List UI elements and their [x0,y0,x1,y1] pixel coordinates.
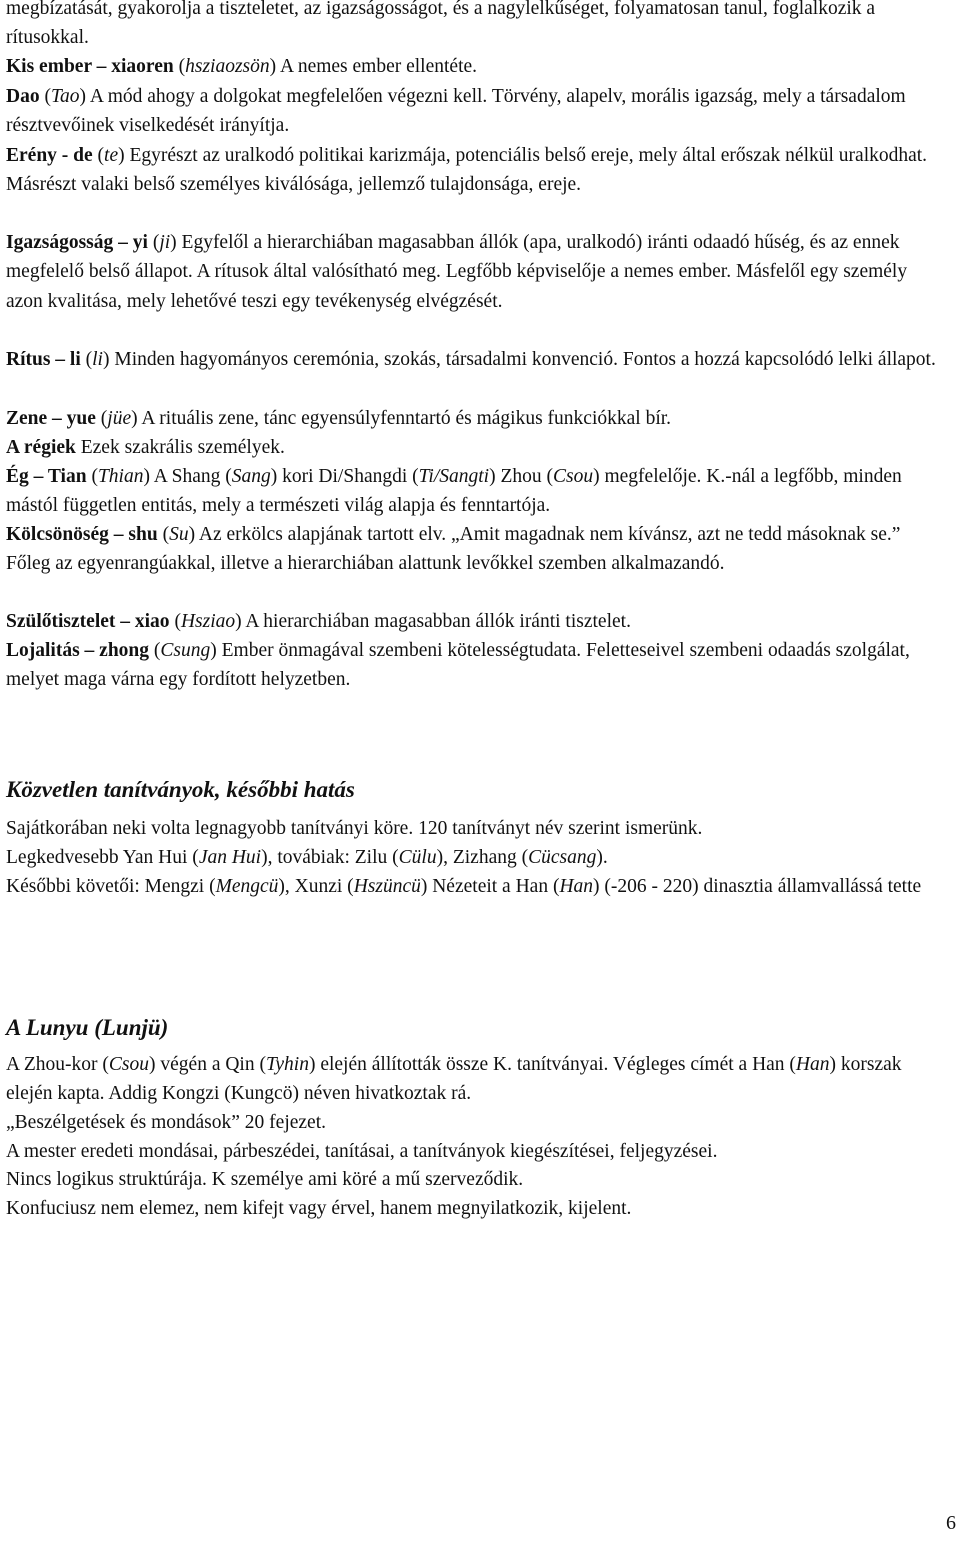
glossary-definition: Egyrészt az uralkodó politikai karizmája, potenciális belső ereje, mely által erőszak nélkül uralkodhat. Másrészt valaki belső személyes kiválósága, jellemző tulajdonsága, ereje. [6,145,928,196]
glossary-definition: A nemes ember ellentéte. [276,56,478,77]
glossary-transcription: Csung [160,640,211,661]
section-heading-lunyu: A Lunyu (Lunjü) [6,1015,169,1040]
section-heading-tanítványok: Közvetlen tanítványok, későbbi hatás [6,777,355,802]
glossary-definition: Ember önmagával szembeni kötelességtudata. Feletteseivel szembeni odaadás szolgálat, melyet maga várna egy fordított helyzetben. [6,640,910,691]
glossary-transcription: Hsziao [180,611,236,632]
glossary-transcription: Tao [50,86,80,107]
glossary-entry-kis-ember: Kis ember – xiaoren (hsziaozsön) A nemes ember ellentéte. [6,56,478,77]
glossary-term: A régiek [6,437,76,458]
glossary-term: Igazságosság – yi [6,232,148,253]
glossary-entry-a-régiek [6,433,944,462]
section2-line4: Nincs logikus struktúrája. K személye ami köré a mű szerveződik. [6,1169,524,1190]
glossary-term: Szülőtisztelet – xiao [6,611,170,632]
glossary-term: Kis ember – xiaoren [6,56,174,77]
section1-line1: Sajátkorában neki volta legnagyobb tanítványi köre. 120 tanítványt név szerint ismerünk. [6,818,703,839]
glossary-definition: A rituális zene, tánc egyensúlyfenntartó és mágikus funkciókkal bír. [137,408,672,429]
glossary-entry-ég: Ég – Tian (Thian) A Shang (Sang) kori Di/Shangdi (Ti/Sangti) Zhou (Csou) megfelelője. K.-nál a legfőbb, minden mástól független entitás, mely a természeti világ alapja és fenntartója. [6,466,902,517]
glossary-transcription: te [104,145,119,166]
glossary-term: Erény - de [6,145,93,166]
glossary-definition: Az erkölcs alapjának tartott elv. „Amit magadnak nem kívánsz, azt ne tedd másoknak se.” Főleg az egyenrangúakkal, illetve a hierarchiában alattunk levőkkel szemben alkalmazandó. [6,524,901,575]
page-number: 6 [946,1512,956,1534]
glossary-term: Lojalitás – zhong [6,640,150,661]
glossary-entry-kölcsönöség: Kölcsönöség – shu (Su) Az erkölcs alapjának tartott elv. „Amit magadnak nem kívánsz, azt ne tedd másoknak se.” Főleg az egyenrangúakkal, illetve a hierarchiában alattunk levőkkel szemben alkalmazandó. [6,524,901,575]
glossary-definition: Minden hagyományos ceremónia, szokás, társadalmi konvenció. Fontos a hozzá kapcsolódó lelki állapot. [109,349,936,370]
glossary-entry-dao: Dao (Tao) A mód ahogy a dolgokat megfelelően végezni kell. Törvény, alapelv, morális igazság, mely a társadalom résztvevőinek viselkedését irányítja. [6,86,906,137]
glossary-definition: Egyfelől a hierarchiában magasabban állók (apa, uralkodó) iránti odaadó hűség, és az ennek megfelelő belső állapot. A rítusok által valósítható meg. Legfőbb képviselője a nemes ember. Másfelől egy személy azon kvalitása, mely lehetővé teszi egy tevékenység elvégzését. [6,232,908,312]
section2-line5: Konfuciusz nem elemez, nem kifejt vagy érvel, hanem megnyilatkozik, kijelent. [6,1198,632,1219]
section1-line3: Későbbi követői: Mengzi (Mengcü), Xunzi (Hszüncü) Nézeteit a Han (Han) (-206 - 220) dinasztia államvallássá tette [6,876,922,897]
glossary-transcription: jüe [107,408,132,429]
glossary-term: Kölcsönöség – shu [6,524,158,545]
glossary-term: Zene – yue [6,408,96,429]
glossary-term: Dao [6,86,40,107]
glossary-transcription: Su [169,524,189,545]
section1-line2: Legkedvesebb Yan Hui (Jan Hui), továbiak: Zilu (Cülu), Zizhang (Cücsang). [6,847,608,868]
glossary-definition: A hierarchiában magasabban állók iránti tisztelet. [241,611,631,632]
glossary-transcription: li [92,349,103,370]
glossary-term: Rítus – li [6,349,81,370]
glossary-transcription: hsziaozsön [185,56,270,77]
glossary-entry-zene: Zene – yue (jüe) A rituális zene, tánc egyensúlyfenntartó és mágikus funkciókkal bír. [6,408,672,429]
glossary-continuation: megbízatását, gyakorolja a tiszteletet, az igazságosságot, és a nagylelkűséget, folyamatosan tanul, foglalkozik a rítusokkal. [6,0,876,49]
glossary-entry-igazságosság: Igazságosság – yi (ji) Egyfelől a hierarchiában magasabban állók (apa, uralkodó) iránti odaadó hűség, és az ennek megfelelő belső állapot. A rítusok által valósítható meg. Legfőbb képviselője a nemes ember. Másfelől egy személy azon kvalitása, mely lehetővé teszi egy tevékenység elvégzését. [6,232,908,312]
glossary-entry-erény: Erény - de (te) Egyrészt az uralkodó politikai karizmája, potenciális belső ereje, mely által erőszak nélkül uralkodhat. Másrészt valaki belső személyes kiválósága, jellemző tulajdonsága, ereje. [6,145,928,196]
glossary-transcription: ji [159,232,171,253]
section2-line2: „Beszélgetések és mondások” 20 fejezet. [6,1112,326,1133]
glossary-transcription: Thian [97,466,144,487]
glossary-definition: A mód ahogy a dolgokat megfelelően végezni kell. Törvény, alapelv, morális igazság, mely a társadalom résztvevőinek viselkedését irányítja. [6,86,906,137]
section2-paragraph1: A Zhou-kor (Csou) végén a Qin (Tyhin) elején állították össze K. tanítványai. Végleges címét a Han (Han) korszak elején kapta. Addig Kongzi (Kungcö) néven hivatkoztak rá. [6,1054,902,1105]
glossary-entry-lojalitás: Lojalitás – zhong (Csung) Ember önmagával szembeni kötelességtudata. Feletteseivel szembeni odaadás szolgálat, melyet maga várna egy fordított helyzetben. [6,640,910,691]
glossary-entry-rítus: Rítus – li (li) Minden hagyományos ceremónia, szokás, társadalmi konvenció. Fontos a hozzá kapcsolódó lelki állapot. [6,349,936,370]
glossary-term: Ég – Tian [6,466,87,487]
glossary-entry-szülőtisztelet: Szülőtisztelet – xiao (Hsziao) A hierarchiában magasabban állók iránti tisztelet. [6,611,631,632]
glossary-definition: Ezek szakrális személyek. [75,437,285,458]
section2-line3: A mester eredeti mondásai, párbeszédei, tanításai, a tanítványok kiegészítései, feljegyzései. [6,1141,718,1162]
